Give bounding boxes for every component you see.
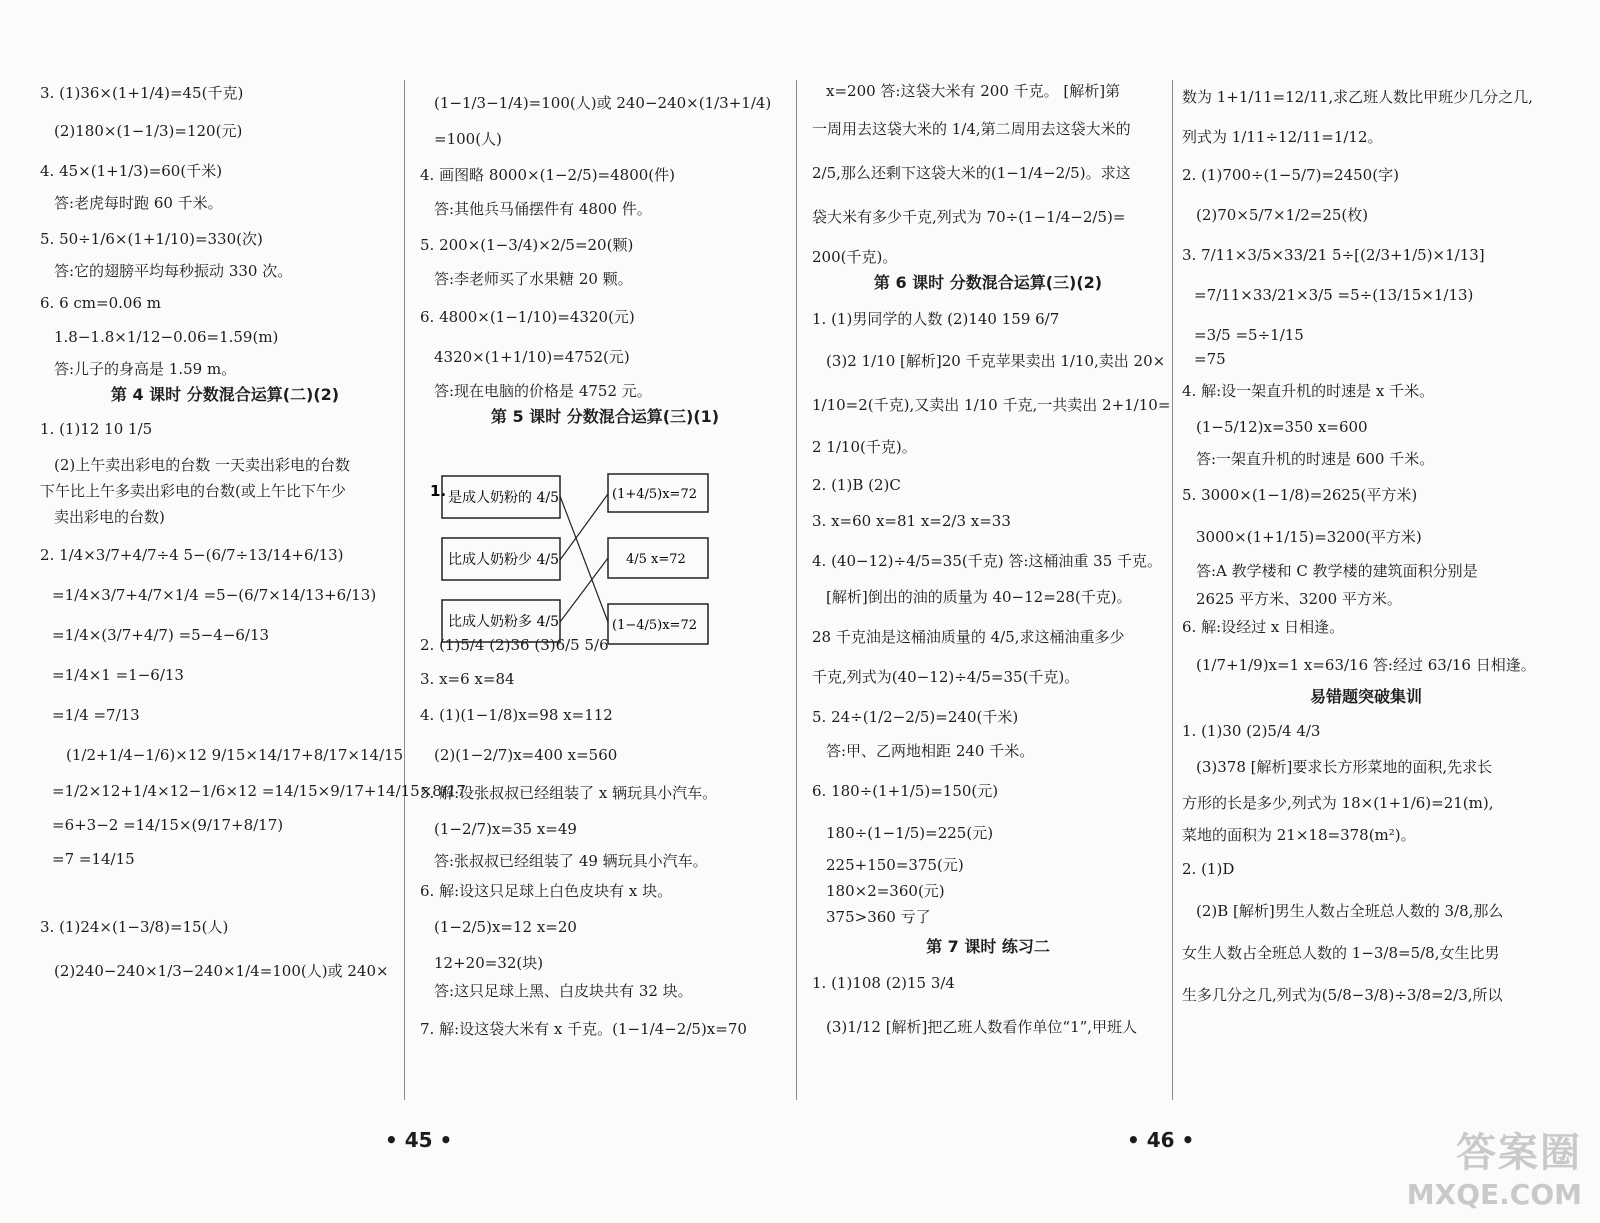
answer-line: 2. (1)700÷(1−5/7)=2450(字) bbox=[1182, 166, 1399, 184]
answer-line: 2. (1)B (2)C bbox=[812, 476, 901, 494]
answer-line: (2)B [解析]男生人数占全班总人数的 3/8,那么 bbox=[1196, 902, 1504, 920]
answer-line: 5. 50÷1/6×(1+1/10)=330(次) bbox=[40, 230, 263, 248]
answer-line: =6+3−2 =14/15×(9/17+8/17) bbox=[52, 816, 284, 834]
answer-line: 180×2=360(元) bbox=[826, 882, 945, 900]
answer-line: =1/4 =7/13 bbox=[52, 706, 140, 724]
watermark-url: MXQE.COM bbox=[1406, 1178, 1582, 1211]
matching-diagram bbox=[430, 470, 720, 660]
section-heading: 第 5 课时 分数混合运算(三)(1) bbox=[490, 407, 720, 426]
answer-line: 7. 解:设这袋大米有 x 千克。(1−1/4−2/5)x=70 bbox=[420, 1020, 747, 1038]
answer-line: 3. (1)36×(1+1/4)=45(千克) bbox=[40, 84, 244, 102]
match-right-text: (1+4/5)x=72 bbox=[612, 487, 697, 502]
match-left-text: 比成人奶粉少 4/5 bbox=[448, 552, 559, 568]
answer-line: (1/7+1/9)x=1 x=63/16 答:经过 63/16 日相逢。 bbox=[1196, 656, 1536, 674]
section-heading: 第 4 课时 分数混合运算(二)(2) bbox=[110, 385, 340, 404]
answer-line: (1−5/12)x=350 x=600 bbox=[1196, 418, 1368, 436]
answer-line: 225+150=375(元) bbox=[826, 856, 964, 874]
match-line bbox=[560, 494, 608, 560]
match-right-text: 4/5 x=72 bbox=[626, 552, 686, 567]
answer-line: 答:老虎每时跑 60 千米。 bbox=[54, 194, 223, 212]
answer-line: 2. 1/4×3/7+4/7÷4 5−(6/7÷13/14+6/13) bbox=[40, 546, 344, 564]
section-heading: 易错题突破集训 bbox=[1309, 687, 1422, 706]
answer-line: (1−2/7)x=35 x=49 bbox=[434, 820, 577, 838]
section-heading: 第 6 课时 分数混合运算(三)(2) bbox=[873, 273, 1103, 292]
answer-line: =1/4×3/7+4/7×1/4 =5−(6/7×14/13+6/13) bbox=[52, 586, 377, 604]
match-line bbox=[560, 496, 608, 622]
answer-line: 1. (1)12 10 1/5 bbox=[40, 420, 153, 438]
answer-line: 2 1/10(千克)。 bbox=[812, 438, 917, 456]
answer-line: 375>360 亏了 bbox=[826, 908, 931, 926]
answer-line: 答:其他兵马俑摆件有 4800 件。 bbox=[434, 200, 652, 218]
answer-line: 答:A 教学楼和 C 教学楼的建筑面积分别是 bbox=[1196, 562, 1478, 580]
answer-line: =1/2×12+1/4×12−1/6×12 =14/15×9/17+14/15×8/17 bbox=[52, 782, 466, 800]
answer-line: =3/5 =5÷1/15 bbox=[1194, 326, 1304, 344]
answer-line: (2)70×5/7×1/2=25(枚) bbox=[1196, 206, 1369, 224]
answer-line: (3)1/12 [解析]把乙班人数看作单位“1”,甲班人 bbox=[826, 1018, 1138, 1036]
answer-line: 28 千克油是这桶油质量的 4/5,求这桶油重多少 bbox=[812, 628, 1125, 646]
answer-line: 2. (1)5/4 (2)36 (3)6/5 5/6 bbox=[420, 636, 609, 654]
answer-line: 答:张叔叔已经组装了 49 辆玩具小汽车。 bbox=[434, 852, 708, 870]
answer-line: 6. 180÷(1+1/5)=150(元) bbox=[812, 782, 999, 800]
watermark-logo bbox=[1407, 1121, 1582, 1211]
answer-column-1 bbox=[40, 74, 466, 1114]
answer-line: x=200 答:这袋大米有 200 千克。 [解析]第 bbox=[826, 82, 1121, 100]
answer-line: 列式为 1/11÷12/11=1/12。 bbox=[1182, 128, 1383, 146]
answer-line: 下午比上午多卖出彩电的台数(或上午比下午少 bbox=[40, 482, 346, 500]
answer-line: 4. 解:设一架直升机的时速是 x 千米。 bbox=[1182, 382, 1435, 400]
answer-line: (2)180×(1−1/3)=120(元) bbox=[54, 122, 243, 140]
answer-line: 答:这只足球上黑、白皮块共有 32 块。 bbox=[434, 982, 693, 1000]
answer-line: 6. 6 cm=0.06 m bbox=[40, 294, 161, 312]
page-number-right: • 46 • bbox=[1127, 1128, 1195, 1152]
answer-line: 200(千克)。 bbox=[812, 248, 898, 266]
answer-line: 1. (1)108 (2)15 3/4 bbox=[812, 974, 955, 992]
answer-line: 一周用去这袋大米的 1/4,第二周用去这袋大米的 bbox=[812, 120, 1131, 138]
answer-line: 2. (1)D bbox=[1182, 860, 1235, 878]
answer-line: (3)2 1/10 [解析]20 千克苹果卖出 1/10,卖出 20× bbox=[826, 352, 1166, 370]
answer-line: =1/4×(3/7+4/7) =5−4−6/13 bbox=[52, 626, 270, 644]
answer-line: 3. (1)24×(1−3/8)=15(人) bbox=[40, 918, 229, 936]
answer-line: 6. 解:设这只足球上白色皮块有 x 块。 bbox=[420, 882, 673, 900]
answer-line: 菜地的面积为 21×18=378(m²)。 bbox=[1182, 826, 1416, 844]
answer-line: 生多几分之几,列式为(5/8−3/8)÷3/8=2/3,所以 bbox=[1182, 986, 1503, 1004]
answer-line: 千克,列式为(40−12)÷4/5=35(千克)。 bbox=[812, 668, 1080, 686]
answer-line: 袋大米有多少千克,列式为 70÷(1−1/4−2/5)= bbox=[812, 208, 1126, 226]
answer-line: 6. 4800×(1−1/10)=4320(元) bbox=[420, 308, 635, 326]
answer-line: (3)378 [解析]要求长方形菜地的面积,先求长 bbox=[1196, 758, 1493, 776]
match-line bbox=[560, 558, 608, 622]
answer-line: 答:儿子的身高是 1.59 m。 bbox=[54, 360, 237, 378]
answer-line: 3. 7/11×3/5×33/21 5÷[(2/3+1/5)×1/13] bbox=[1182, 246, 1485, 264]
answer-line: 1. (1)男同学的人数 (2)140 159 6/7 bbox=[812, 310, 1060, 328]
answer-line: 答:它的翅膀平均每秒振动 330 次。 bbox=[54, 262, 293, 280]
answer-line: [解析]倒出的油的质量为 40−12=28(千克)。 bbox=[826, 588, 1132, 606]
answer-line: 3000×(1+1/15)=3200(平方米) bbox=[1196, 528, 1422, 546]
match-left-text: 比成人奶粉多 4/5 bbox=[448, 614, 559, 630]
answer-line: 答:现在电脑的价格是 4752 元。 bbox=[434, 382, 652, 400]
answer-line: =75 bbox=[1194, 350, 1226, 368]
answer-line: 5. 200×(1−3/4)×2/5=20(颗) bbox=[420, 236, 634, 254]
match-left-text: 是成人奶粉的 4/5 bbox=[448, 490, 559, 506]
answer-line: 答:甲、乙两地相距 240 千米。 bbox=[826, 742, 1035, 760]
answer-line: (1−1/3−1/4)=100(人)或 240−240×(1/3+1/4) bbox=[434, 94, 772, 112]
answer-line: (1−2/5)x=12 x=20 bbox=[434, 918, 577, 936]
answer-line: 答:李老师买了水果糖 20 颗。 bbox=[434, 270, 633, 288]
answer-line: 答:一架直升机的时速是 600 千米。 bbox=[1196, 450, 1435, 468]
match-right-text: (1−4/5)x=72 bbox=[612, 618, 697, 633]
answer-line: 4. 45×(1+1/3)=60(千米) bbox=[40, 162, 223, 180]
page-number-left: • 45 • bbox=[385, 1128, 453, 1152]
section-heading: 第 7 课时 练习二 bbox=[926, 937, 1050, 956]
watermark-text: 答案圈 bbox=[1456, 1130, 1582, 1176]
answer-line: 4. (1)(1−1/8)x=98 x=112 bbox=[420, 706, 613, 724]
answer-line: 1.8−1.8×1/12−0.06=1.59(m) bbox=[54, 328, 279, 346]
answer-column-4 bbox=[1182, 74, 1550, 1114]
answer-line: (2)(1−2/7)x=400 x=560 bbox=[434, 746, 618, 764]
answer-line: (2)上午卖出彩电的台数 一天卖出彩电的台数 bbox=[54, 456, 351, 474]
column-divider bbox=[1172, 80, 1173, 1100]
answer-line: 4320×(1+1/10)=4752(元) bbox=[434, 348, 630, 366]
answer-line: (2)240−240×1/3−240×1/4=100(人)或 240× bbox=[54, 962, 389, 980]
matching-number: 1. bbox=[430, 482, 447, 500]
answer-line: =7/11×33/21×3/5 =5÷(13/15×1/13) bbox=[1194, 286, 1474, 304]
answer-line: 6. 解:设经过 x 日相逢。 bbox=[1182, 618, 1345, 636]
answer-line: 5. 24÷(1/2−2/5)=240(千米) bbox=[812, 708, 1019, 726]
answer-line: 4. 画图略 8000×(1−2/5)=4800(件) bbox=[420, 166, 675, 184]
column-divider bbox=[796, 80, 797, 1100]
answer-line: 数为 1+1/11=12/11,求乙班人数比甲班少几分之几, bbox=[1182, 88, 1533, 106]
answer-column-3 bbox=[812, 74, 1171, 1114]
answer-line: (1/2+1/4−1/6)×12 9/15×14/17+8/17×14/15 bbox=[66, 746, 404, 764]
answer-line: 卖出彩电的台数) bbox=[54, 508, 165, 526]
answer-line: =1/4×1 =1−6/13 bbox=[52, 666, 184, 684]
answer-line: 12+20=32(块) bbox=[434, 954, 544, 972]
answer-line: 3. x=60 x=81 x=2/3 x=33 bbox=[812, 512, 1011, 530]
answer-line: 2625 平方米、3200 平方米。 bbox=[1196, 590, 1402, 608]
answer-line: 方形的长是多少,列式为 18×(1+1/6)=21(m), bbox=[1182, 794, 1494, 812]
answer-line: 1. (1)30 (2)5/4 4/3 bbox=[1182, 722, 1321, 740]
answer-line: 4. (40−12)÷4/5=35(千克) 答:这桶油重 35 千克。 bbox=[812, 552, 1163, 570]
answer-line: 3. x=6 x=84 bbox=[420, 670, 515, 688]
answer-line: 5. 3000×(1−1/8)=2625(平方米) bbox=[1182, 486, 1418, 504]
answer-line: 180÷(1−1/5)=225(元) bbox=[826, 824, 994, 842]
answer-line: 2/5,那么还剩下这袋大米的(1−1/4−2/5)。求这 bbox=[812, 164, 1131, 182]
answer-line: =100(人) bbox=[434, 130, 502, 148]
answer-line: 女生人数占全班总人数的 1−3/8=5/8,女生比男 bbox=[1182, 944, 1500, 962]
answer-line: 5. 解:设张叔叔已经组装了 x 辆玩具小汽车。 bbox=[420, 784, 718, 802]
answer-line: 1/10=2(千克),又卖出 1/10 千克,一共卖出 2+1/10= bbox=[812, 396, 1171, 414]
answer-line: =7 =14/15 bbox=[52, 850, 135, 868]
